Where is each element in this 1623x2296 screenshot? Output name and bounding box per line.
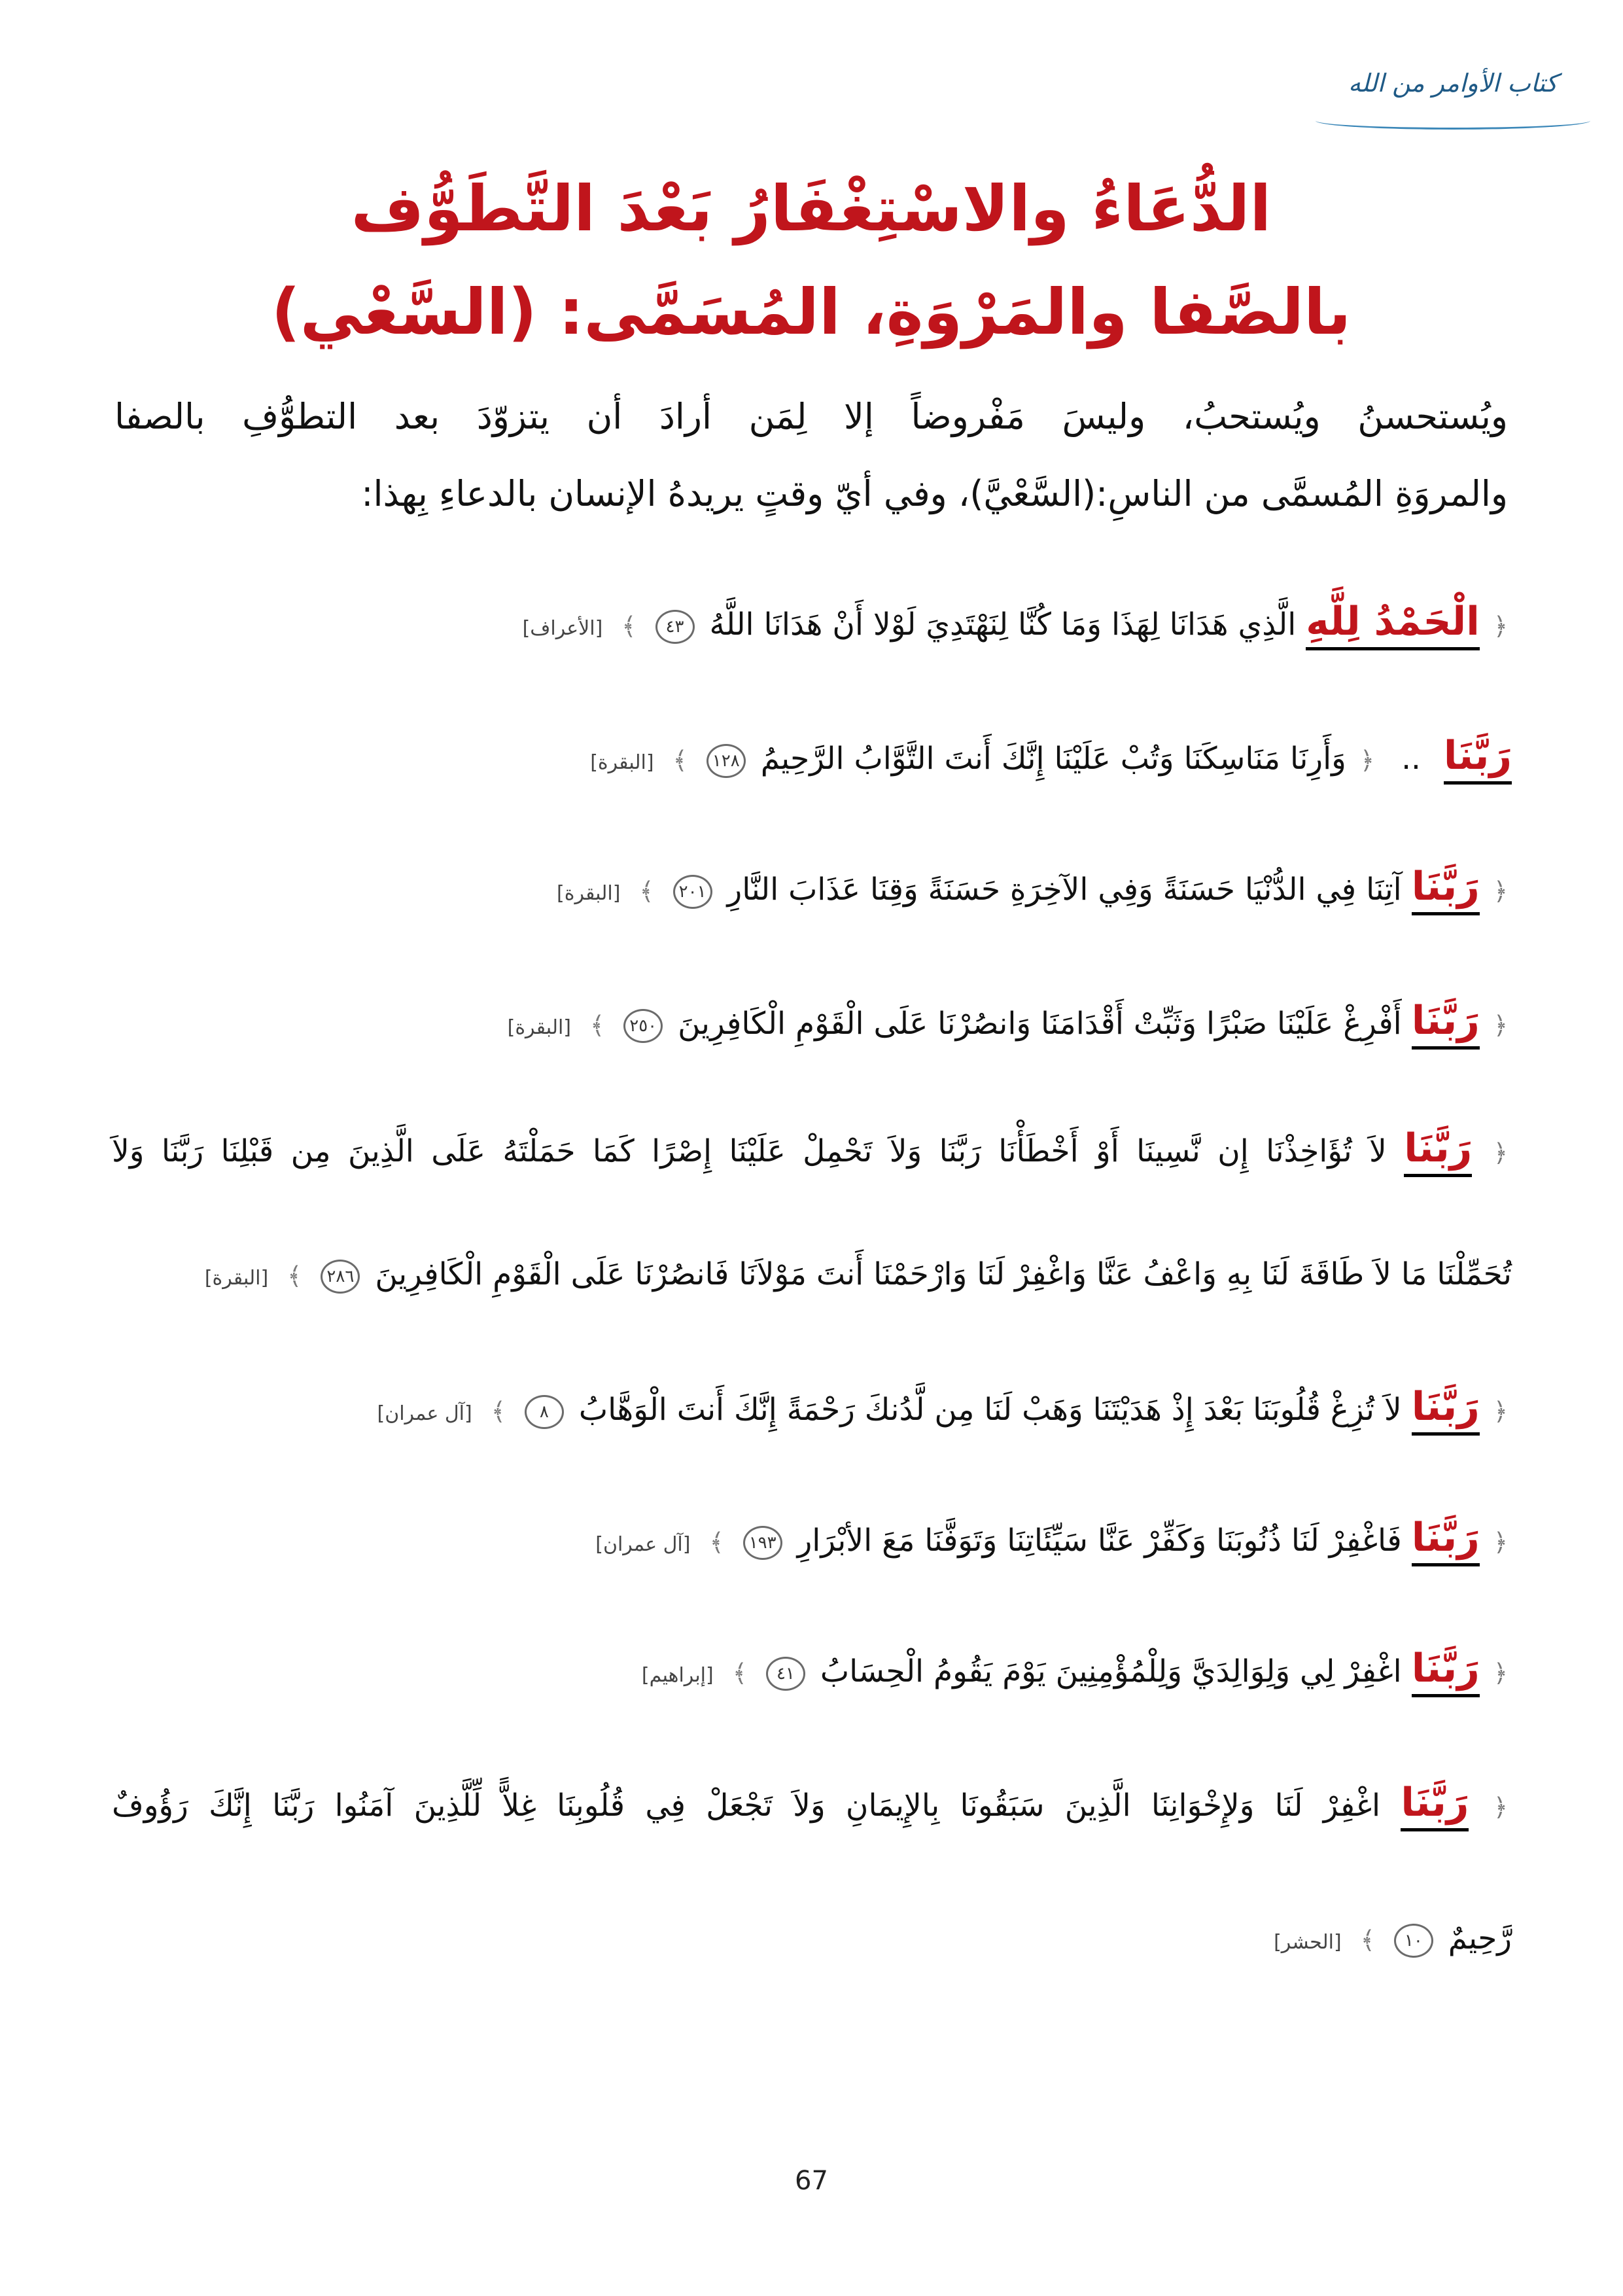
intro-paragraph (114, 378, 1508, 533)
bracket-open: ﴿ (1493, 1528, 1508, 1557)
verse-al-imran-193 (112, 1515, 1512, 1561)
verse-highlight: رَبَّنَا (1401, 1780, 1469, 1831)
verse-highlight: رَبَّنَا (1412, 1515, 1480, 1566)
verse-text: لاَ تُزِغْ قُلُوبَنَا بَعْدَ إِذْ هَدَيْتَنَا وَهَبْ لَنَا مِن لَّدُنكَ رَحْمَةً إِنَّكَ أَنتَ الْوَهَّابُ (578, 1392, 1402, 1428)
verse-highlight: رَبَّنَا (1444, 733, 1512, 785)
verse-highlight: رَبَّنَا (1412, 864, 1480, 915)
verse-highlight: رَبَّنَا (1412, 1384, 1480, 1436)
verse-ibrahim-41 (112, 1646, 1512, 1691)
verse-ellipsis: .. (1401, 741, 1421, 777)
ayah-number: ٢٥٠ (623, 1009, 663, 1043)
surah-reference: [البقرة] (557, 882, 621, 905)
verse-al-hashr-10-line-1 (112, 1780, 1512, 1826)
ayah-number: ٤٣ (655, 610, 695, 644)
verse-al-imran-8 (112, 1384, 1512, 1430)
surah-reference: [إبراهيم] (641, 1664, 714, 1687)
surah-reference: [البقرة] (507, 1016, 572, 1039)
ayah-number: ٤١ (766, 1657, 805, 1691)
surah-reference: [الأعراف] (522, 617, 603, 640)
bracket-close: ﴾ (491, 1397, 506, 1426)
verse-text: لاَ تُؤَاخِذْنَا إِن نَّسِينَا أَوْ أَخْطَأْنَا رَبَّنَا وَلاَ تَحْمِلْ عَلَيْنَا إِصْرًا كَمَا حَمَلْتَهُ عَلَى الَّذِينَ مِن قَبْلِنَا رَبَّنَا وَلاَ (112, 1133, 1387, 1169)
surah-reference: [الحشر] (1274, 1931, 1342, 1954)
title-line-1: الدُّعَاءُ والاسْتِغْفَارُ بَعْدَ التَّطَوُّف (351, 172, 1272, 245)
ayah-number: ٢٠١ (673, 875, 712, 909)
verse-al-hashr-10-line-2 (112, 1920, 1512, 1958)
verse-al-araf-43 (112, 599, 1512, 645)
ayah-number: ٢٨٦ (321, 1260, 360, 1294)
verse-al-baqarah-128 (112, 733, 1512, 779)
surah-reference: [آل عمران] (595, 1533, 691, 1556)
bracket-open: ﴿ (1493, 1011, 1508, 1040)
verse-text: وَأَرِنَا مَنَاسِكَنَا وَتُبْ عَلَيْنَا إِنَّكَ أَنتَ التَّوَّابُ الرَّحِيمُ (760, 741, 1346, 777)
bracket-close: ﴾ (1360, 1926, 1375, 1954)
bracket-close: ﴾ (287, 1262, 302, 1290)
verse-text: فَاغْفِرْ لَنَا ذُنُوبَنَا وَكَفِّرْ عَنَّا سَيِّئَاتِنَا وَتَوَفَّنَا مَعَ الأبْرَارِ (797, 1523, 1402, 1559)
ayah-number: ١٩٣ (743, 1526, 782, 1560)
verse-text: اغْفِرْ لَنَا وَلإِخْوَانِنَا الَّذِينَ سَبَقُونَا بِالإِيمَانِ وَلاَ تَجْعَلْ فِي قُلُوبِنَا غِلاًّ لِّلَّذِينَ آمَنُوا رَبَّنَا إِنَّكَ رَؤُوفٌ (112, 1788, 1381, 1824)
bracket-close: ﴾ (589, 1011, 605, 1040)
bracket-close: ﴾ (639, 877, 654, 906)
header-swash (1316, 112, 1590, 130)
verse-highlight: رَبَّنَا (1412, 1646, 1480, 1697)
bracket-open: ﴿ (1493, 877, 1508, 906)
verse-text: رَّحِيمٌ (1448, 1920, 1512, 1956)
intro-line-1: ويُستحسنُ ويُستحبُ، وليسَ مَفْروضاً إلا لِمَن أرادَ أن يتزوّدَ بعد التطوُّفِ بالصفا (114, 396, 1508, 437)
verse-highlight: رَبَّنَا (1404, 1125, 1472, 1177)
bracket-open: ﴿ (1493, 612, 1508, 641)
verse-text: تُحَمِّلْنَا مَا لاَ طَاقَةَ لَنَا بِهِ وَاعْفُ عَنَّا وَاغْفِرْ لَنَا وَارْحَمْنَا أَنتَ مَوْلاَنَا فَانصُرْنَا عَلَى الْقَوْمِ الْكَافِرِينَ (375, 1256, 1512, 1292)
verse-text: الَّذِي هَدَانَا لِهَذَا وَمَا كُنَّا لِنَهْتَدِيَ لَوْلا أَنْ هَدَانَا اللَّهُ (709, 607, 1297, 643)
verse-highlight: الْحَمْدُ لِلَّهِ (1306, 599, 1480, 650)
verse-al-baqarah-286-line-1 (112, 1125, 1512, 1171)
verse-text: اغْفِرْ لِي وَلِوَالِدَيَّ وَلِلْمُؤْمِنِينَ يَوْمَ يَقُومُ الْحِسَابُ (820, 1653, 1402, 1689)
ayah-number: ١٢٨ (707, 744, 746, 778)
bracket-close: ﴾ (732, 1659, 747, 1687)
verse-highlight: رَبَّنَا (1412, 998, 1480, 1050)
running-header (1276, 69, 1558, 128)
verse-al-baqarah-201 (112, 864, 1512, 910)
surah-reference: [البقرة] (590, 751, 654, 774)
title-line-2: بالصَّفا والمَرْوَةِ، المُسَمَّى: (السَّعْي) (271, 275, 1352, 349)
verse-al-baqarah-286-line-2 (112, 1256, 1512, 1294)
bracket-close: ﴾ (672, 746, 688, 775)
verse-text: آتِنَا فِي الدُّنْيَا حَسَنَةً وَفِي الآخِرَةِ حَسَنَةً وَقِنَا عَذَابَ النَّارِ (727, 872, 1402, 908)
intro-line-2: والمروَةِ المُسمَّى من الناسِ:(السَّعْيَّ)، وفي أيّ وقتٍ يريدهُ الإنسان بالدعاءِ بِهذا: (361, 473, 1508, 514)
bracket-open: ﴿ (1493, 1793, 1508, 1822)
verse-text: أَفْرِغْ عَلَيْنَا صَبْرًا وَثَبِّتْ أَقْدَامَنَا وَانصُرْنَا عَلَى الْقَوْمِ الْكَافِرِينَ (678, 1006, 1402, 1042)
bracket-close: ﴾ (621, 612, 637, 641)
bracket-open: ﴿ (1493, 1139, 1508, 1167)
ayah-number: ٨ (525, 1395, 564, 1429)
bracket-open: ﴿ (1359, 746, 1375, 775)
bracket-open: ﴿ (1493, 1397, 1508, 1426)
bracket-open: ﴿ (1493, 1659, 1508, 1687)
surah-reference: [آل عمران] (377, 1402, 472, 1425)
verse-al-baqarah-250 (112, 998, 1512, 1044)
ayah-number: ١٠ (1394, 1924, 1433, 1958)
bracket-close: ﴾ (709, 1528, 724, 1557)
page-number: 67 (795, 2166, 828, 2196)
surah-reference: [البقرة] (204, 1267, 269, 1290)
book-title: كتاب الأوامر من الله (1348, 69, 1558, 97)
chapter-title (92, 157, 1531, 364)
